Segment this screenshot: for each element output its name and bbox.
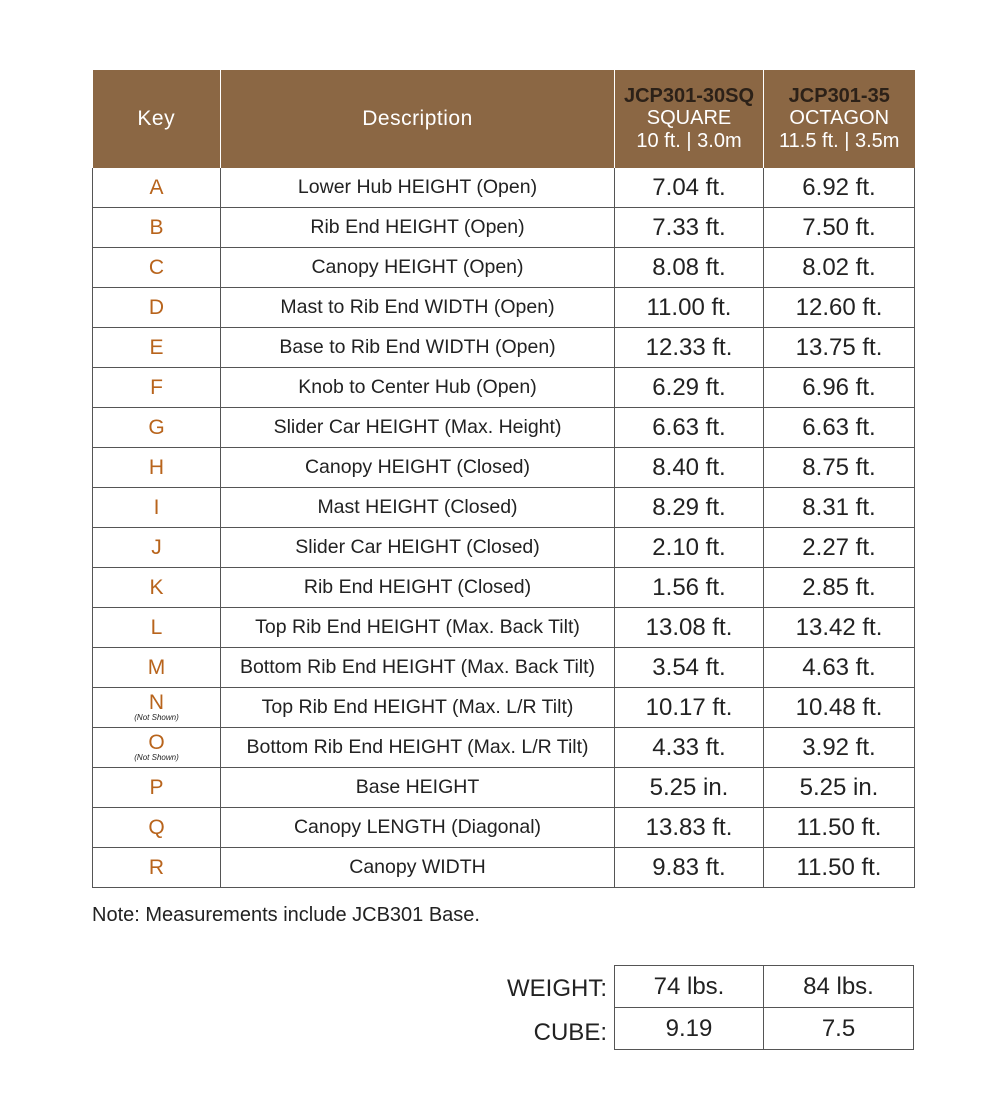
value-cell-octagon: 11.50 ft. [764,808,915,848]
value-cell-square: 6.29 ft. [615,368,764,408]
value-cell-square: 2.10 ft. [615,528,764,568]
table-row [93,768,915,808]
model-shape: OCTAGON [789,107,890,129]
table-row [93,728,915,768]
model-header-square [615,70,764,168]
key-cell [93,768,221,808]
value-cell-square: 3.54 ft. [615,648,764,688]
table-row [93,648,915,688]
description-cell: Mast HEIGHT (Closed) [221,488,615,528]
value-cell-octagon: 11.50 ft. [764,848,915,888]
key-cell [93,208,221,248]
description-cell: Canopy WIDTH [221,848,615,888]
key-cell [93,608,221,648]
value-cell-octagon: 4.63 ft. [764,648,915,688]
table-row [93,408,915,448]
description-cell: Mast to Rib End WIDTH (Open) [221,288,615,328]
description-cell: Slider Car HEIGHT (Closed) [221,528,615,568]
description-cell: Top Rib End HEIGHT (Max. Back Tilt) [221,608,615,648]
cube-row [615,1008,914,1050]
key-letter: L [150,615,163,639]
not-shown-note: (Not Shown) [134,713,179,722]
value-cell-octagon: 8.31 ft. [764,488,915,528]
value-cell-square: 13.08 ft. [615,608,764,648]
cube-value-square: 9.19 [615,1008,764,1050]
table-row [93,248,915,288]
model-size: 11.5 ft. | 3.5m [779,130,900,152]
key-cell [93,448,221,488]
header-row [93,70,915,168]
description-cell: Canopy LENGTH (Diagonal) [221,808,615,848]
key-letter: D [148,295,165,319]
key-letter: P [149,775,164,799]
value-cell-square: 13.83 ft. [615,808,764,848]
key-cell [93,568,221,608]
key-letter: R [148,855,165,879]
key-cell [93,168,221,208]
value-cell-square: 8.29 ft. [615,488,764,528]
value-cell-octagon: 8.02 ft. [764,248,915,288]
key-letter: E [149,335,164,359]
key-cell [93,248,221,288]
table-row [93,208,915,248]
value-cell-octagon: 13.42 ft. [764,608,915,648]
key-cell [93,328,221,368]
weight-label: WEIGHT: [507,975,607,1002]
model-code: JCP301-30SQ [623,85,755,107]
value-cell-octagon: 13.75 ft. [764,328,915,368]
value-cell-square: 4.33 ft. [615,728,764,768]
table-row [93,288,915,328]
key-letter: Q [148,815,165,839]
key-cell [93,368,221,408]
value-cell-octagon: 5.25 in. [764,768,915,808]
not-shown-note: (Not Shown) [134,753,179,762]
value-cell-square: 6.63 ft. [615,408,764,448]
description-cell: Bottom Rib End HEIGHT (Max. L/R Tilt) [221,728,615,768]
key-letter: G [148,415,165,439]
weight-value-square: 74 lbs. [615,966,764,1008]
description-cell: Canopy HEIGHT (Open) [221,248,615,288]
model-code: JCP301-35 [788,85,890,107]
table-row [93,528,915,568]
table-row [93,488,915,528]
value-cell-octagon: 6.63 ft. [764,408,915,448]
key-letter: F [150,375,163,399]
key-letter: O [148,731,165,754]
description-cell: Lower Hub HEIGHT (Open) [221,168,615,208]
value-cell-octagon: 6.96 ft. [764,368,915,408]
description-cell: Top Rib End HEIGHT (Max. L/R Tilt) [221,688,615,728]
value-cell-octagon: 12.60 ft. [764,288,915,328]
value-cell-square: 7.04 ft. [615,168,764,208]
value-cell-square: 7.33 ft. [615,208,764,248]
value-cell-square: 12.33 ft. [615,328,764,368]
key-letter: N [148,691,165,714]
description-cell: Knob to Center Hub (Open) [221,368,615,408]
table-row [93,568,915,608]
description-cell: Bottom Rib End HEIGHT (Max. Back Tilt) [221,648,615,688]
key-cell [93,488,221,528]
table-row [93,608,915,648]
key-cell [93,528,221,568]
key-cell [93,688,221,728]
table-row [93,688,915,728]
key-header: Key [93,70,221,168]
description-cell: Rib End HEIGHT (Closed) [221,568,615,608]
value-cell-octagon: 6.92 ft. [764,168,915,208]
model-shape: SQUARE [646,107,732,129]
key-letter: A [149,175,164,199]
key-letter: K [149,575,164,599]
key-cell [93,848,221,888]
description-cell: Base HEIGHT [221,768,615,808]
key-cell [93,408,221,448]
description-cell: Base to Rib End WIDTH (Open) [221,328,615,368]
table-row [93,168,915,208]
value-cell-octagon: 2.85 ft. [764,568,915,608]
description-cell: Rib End HEIGHT (Open) [221,208,615,248]
description-header: Description [221,70,615,168]
value-cell-octagon: 8.75 ft. [764,448,915,488]
key-letter: M [147,655,166,679]
value-cell-octagon: 3.92 ft. [764,728,915,768]
description-cell: Canopy HEIGHT (Closed) [221,448,615,488]
key-cell [93,648,221,688]
key-cell [93,808,221,848]
value-cell-square: 8.08 ft. [615,248,764,288]
value-cell-square: 8.40 ft. [615,448,764,488]
value-cell-octagon: 7.50 ft. [764,208,915,248]
cube-label: CUBE: [533,1019,607,1046]
value-cell-square: 11.00 ft. [615,288,764,328]
key-letter: B [149,215,164,239]
weight-row [615,966,914,1008]
key-letter: I [153,495,160,519]
table-row [93,848,915,888]
measurement-note: Note: Measurements include JCB301 Base. [92,904,480,926]
model-header-octagon [764,70,915,168]
key-letter: H [148,455,165,479]
description-cell: Slider Car HEIGHT (Max. Height) [221,408,615,448]
model-size: 10 ft. | 3.0m [636,130,742,152]
value-cell-octagon: 10.48 ft. [764,688,915,728]
weight-value-octagon: 84 lbs. [764,966,914,1008]
table-row [93,808,915,848]
table-row [93,448,915,488]
value-cell-square: 10.17 ft. [615,688,764,728]
value-cell-square: 1.56 ft. [615,568,764,608]
key-cell [93,288,221,328]
value-cell-square: 5.25 in. [615,768,764,808]
value-cell-octagon: 2.27 ft. [764,528,915,568]
key-letter: C [148,255,165,279]
totals-table [614,965,914,1050]
table-row [93,328,915,368]
key-cell [93,728,221,768]
table-row [93,368,915,408]
cube-value-octagon: 7.5 [764,1008,914,1050]
value-cell-square: 9.83 ft. [615,848,764,888]
spec-table [92,70,915,888]
key-letter: J [151,535,162,559]
